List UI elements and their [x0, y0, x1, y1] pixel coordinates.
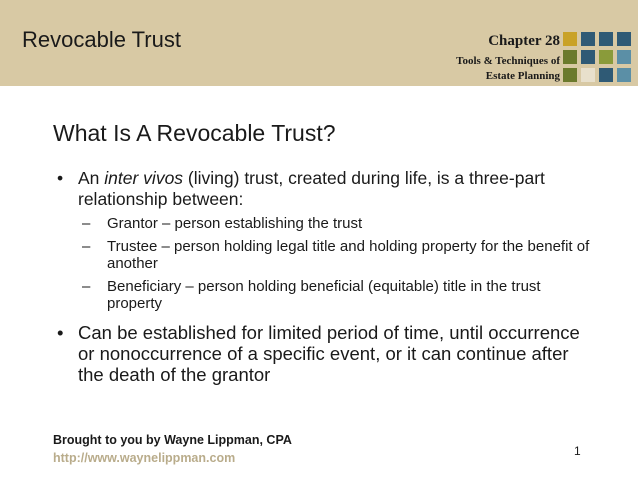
sub-bullet-list	[82, 215, 597, 312]
square-tile	[581, 50, 595, 64]
square-tile	[599, 50, 613, 64]
square-tile	[617, 32, 631, 46]
bullet-text-italic: inter vivos	[104, 168, 184, 188]
square-tile	[599, 32, 613, 46]
subtitle-line-2: Estate Planning	[485, 70, 560, 82]
square-tile	[599, 68, 613, 82]
bullet-marker: •	[57, 168, 64, 188]
decorative-squares-logo	[563, 32, 631, 84]
header-bar	[0, 0, 638, 86]
bullet-text-end: (living) trust, created during life, is a three-part relationship between:	[78, 168, 545, 209]
chapter-label: Chapter 28	[488, 33, 560, 49]
sub-bullet-beneficiary	[82, 278, 597, 312]
dash-marker: –	[82, 278, 91, 295]
bullet-item-duration	[57, 322, 597, 385]
sub-bullet-text: Trustee – person holding legal title and holding property for the benefit of another	[107, 238, 590, 272]
footer-url-link[interactable]: http://www.waynelippman.com	[53, 451, 236, 465]
sub-bullet-text: Beneficiary – person holding beneficial (equitable) title in the trust property	[107, 278, 541, 312]
square-tile	[581, 68, 595, 82]
page-number: 1	[574, 444, 581, 458]
bullet-text-start: An	[78, 168, 105, 188]
sub-bullet-trustee	[82, 238, 597, 272]
square-tile	[617, 68, 631, 82]
subtitle-line-1: Tools & Techniques of	[456, 55, 560, 67]
slide-header-title: Revocable Trust	[22, 27, 181, 52]
bullet-list	[57, 168, 597, 385]
sub-bullet-grantor	[82, 215, 597, 232]
square-tile	[563, 32, 577, 46]
sub-bullet-text: Grantor – person establishing the trust	[107, 215, 363, 232]
square-tile	[563, 50, 577, 64]
bullet-text: Can be established for limited period of time, until occurrence or nonoccurrence of a specific event, or it can continue after the death of the grantor	[78, 322, 580, 385]
bullet-marker: •	[57, 322, 64, 343]
slide-heading: What Is A Revocable Trust?	[53, 120, 336, 146]
square-tile	[563, 68, 577, 82]
square-tile	[617, 50, 631, 64]
footer	[53, 431, 292, 467]
book-subtitle	[456, 54, 560, 84]
dash-marker: –	[82, 215, 91, 232]
square-tile	[581, 32, 595, 46]
bullet-item-inter-vivos	[57, 168, 597, 210]
dash-marker: –	[82, 238, 91, 255]
footer-credit: Brought to you by Wayne Lippman, CPA	[53, 433, 292, 447]
